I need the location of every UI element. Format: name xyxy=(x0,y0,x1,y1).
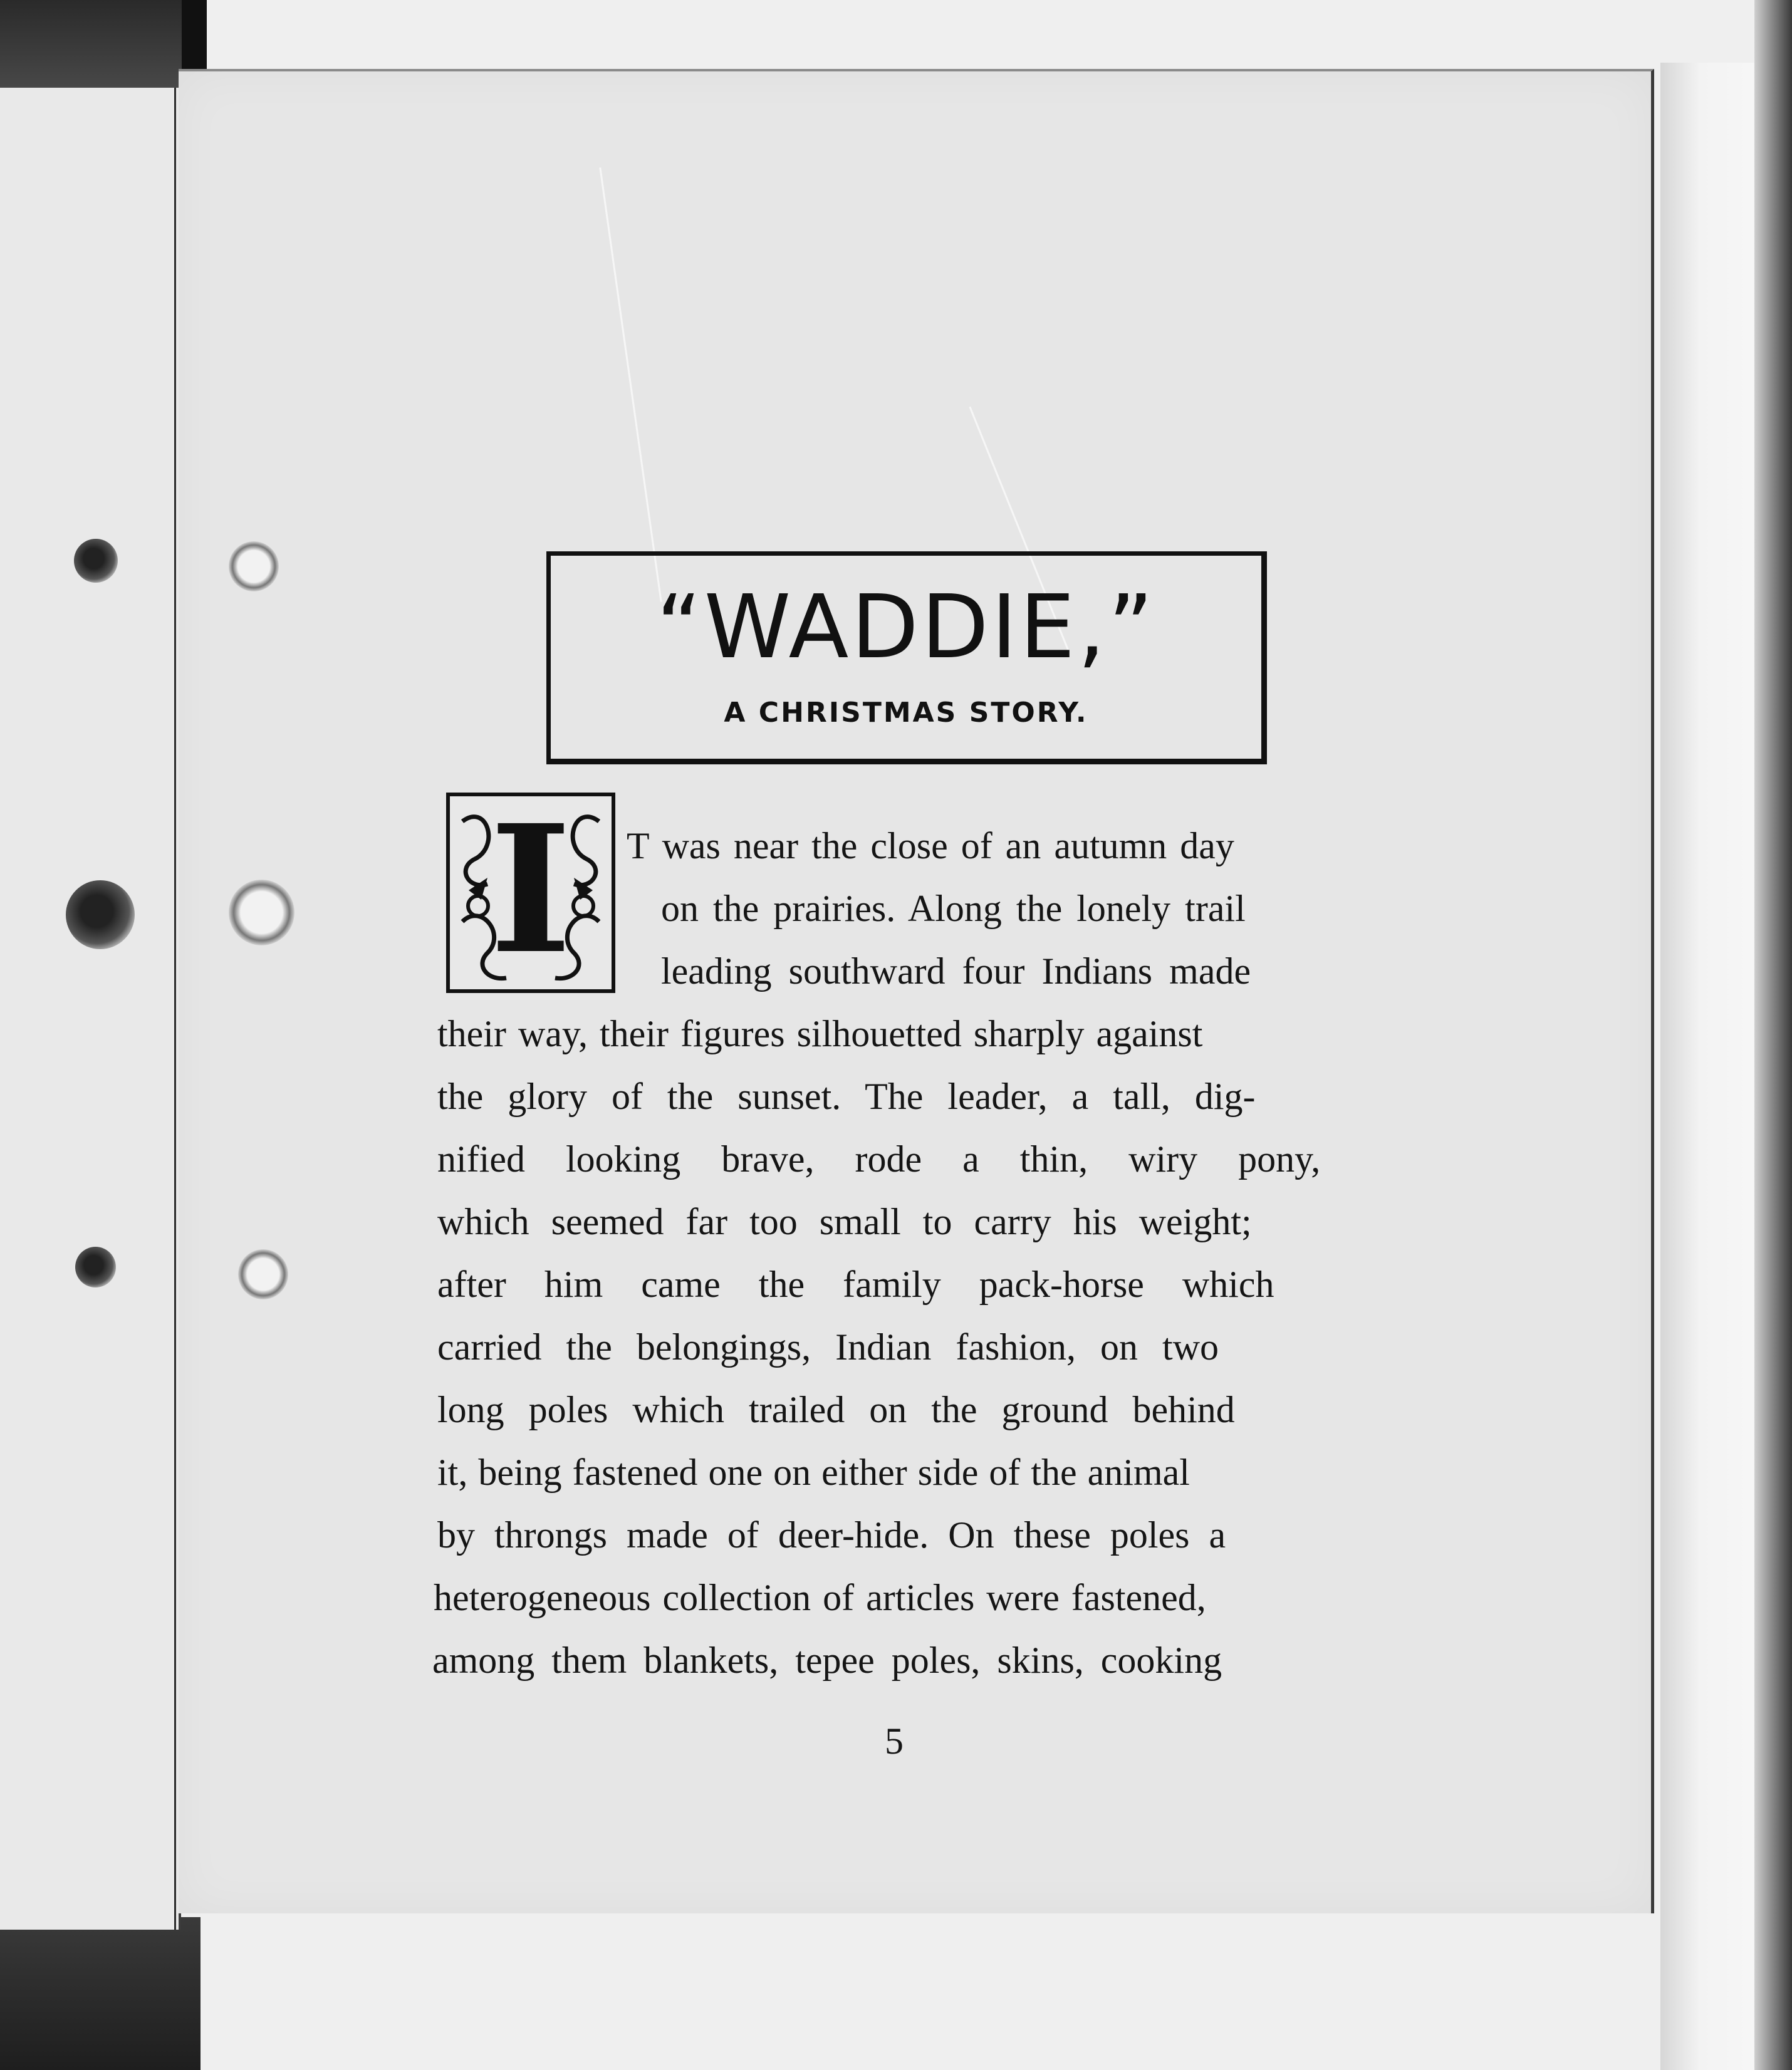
binder-hole xyxy=(238,1249,288,1299)
text-line: it, being fastened one on either side of the animal xyxy=(437,1452,1190,1493)
text-line: after him came the family pack-horse which xyxy=(437,1264,1274,1305)
text-line: T was near the close of an autumn day xyxy=(627,825,1234,866)
text-line: leading southward four Indians made xyxy=(661,950,1251,992)
text-line: by throngs made of deer-hide. On these poles a xyxy=(437,1514,1226,1556)
binder-hole xyxy=(74,539,118,583)
title-box xyxy=(546,551,1267,764)
text-line: nified looking brave, rode a thin, wiry pony, xyxy=(437,1138,1321,1180)
text-line: on the prairies. Along the lonely trail xyxy=(661,888,1246,929)
binder-hole xyxy=(66,880,135,949)
scratch-mark xyxy=(599,167,662,602)
page-number: 5 xyxy=(885,1720,904,1762)
text-line: heterogeneous collection of articles were fastened, xyxy=(434,1577,1206,1618)
text-line: the glory of the sunset. The leader, a tall, dig- xyxy=(437,1076,1256,1117)
ornamental-drop-cap xyxy=(446,793,615,993)
binder-hole xyxy=(229,541,279,591)
text-line: long poles which trailed on the ground behind xyxy=(437,1389,1235,1430)
binder-hole xyxy=(229,880,294,945)
scanner-edge-top xyxy=(0,0,201,94)
binder-hole xyxy=(75,1247,116,1287)
text-line: which seemed far too small to carry his weight; xyxy=(437,1201,1252,1242)
story-title: “WADDIE,” xyxy=(656,576,1156,679)
text-line: among them blankets, tepee poles, skins, cooking xyxy=(432,1640,1222,1681)
binding-line xyxy=(174,88,176,1930)
text-line: their way, their figures silhouetted sharply against xyxy=(437,1013,1203,1054)
story-subtitle: A CHRISTMAS STORY. xyxy=(724,697,1088,729)
facing-page xyxy=(0,88,181,1930)
drop-cap-letter: I xyxy=(489,793,572,993)
scanner-edge-right xyxy=(1754,0,1792,2070)
scanner-edge-bottom xyxy=(0,1917,201,2070)
text-line: carried the belongings, Indian fashion, on two xyxy=(437,1326,1219,1368)
